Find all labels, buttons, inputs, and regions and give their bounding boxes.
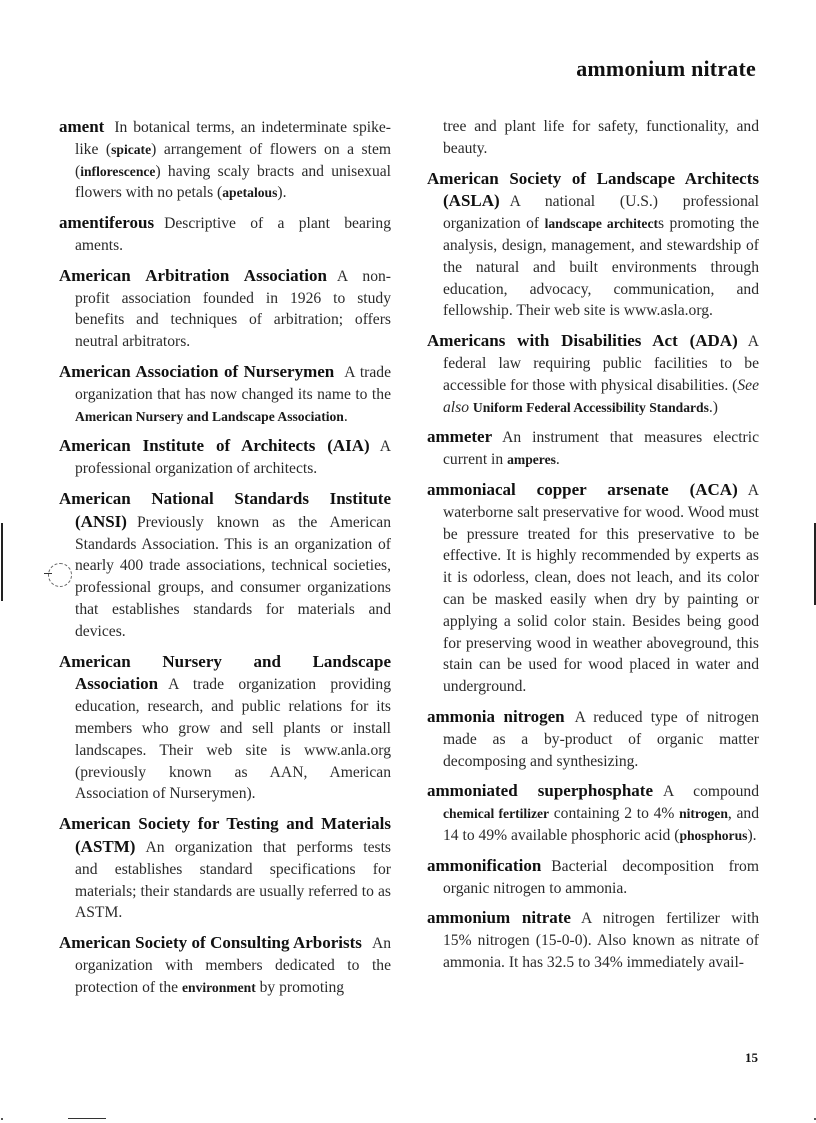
definition-text: containing 2 to 4%	[549, 805, 680, 823]
entry-ammoniacal-copper-arsenate	[427, 479, 759, 698]
definition-text: A trade organization providing education, research, and public relations for its members who grow and sell plants or install landscapes. Their web site is www.anla.org (previously known as AAN, American Association of Nurserymen).	[75, 676, 391, 803]
entry-ammonium-nitrate	[427, 907, 759, 973]
running-head: ammonium nitrate	[576, 56, 756, 81]
entry-american-nursery-and-landscape-association	[59, 651, 391, 806]
entry-american-society-for-testing-and-materials	[59, 813, 391, 924]
cross-reference: amperes	[507, 452, 556, 468]
definition-text: An organization with members dedicated to the protection of the	[75, 935, 391, 996]
entry-ammonia-nitrogen	[427, 706, 759, 772]
cross-reference: chemical fertilizer	[443, 806, 550, 822]
definition-text: by promoting	[255, 978, 345, 996]
see-also-label: See also	[443, 376, 759, 416]
definition-text: Previously known as the American Standards Association. This is an organization of nearly 400 trade associations, technical societies, professional groups, and consumer organizations that establishes standards for materials and devices.	[75, 513, 391, 640]
definition-text: A federal law requiring public facilities to be accessible for those with physical disabilities. (	[443, 333, 759, 394]
cross-reference: American Nursery and Landscape Association	[75, 408, 344, 424]
entry-american-association-of-nurserymen	[59, 361, 391, 427]
entry-ammoniated-superphosphate	[427, 780, 759, 846]
entry-term: American Institute of Architects (AIA)	[59, 436, 370, 456]
definition-text: A professional organization of architects.	[75, 438, 391, 478]
definition-text: Descriptive of a plant bearing aments.	[75, 215, 391, 254]
entry-term: ammeter	[427, 427, 493, 447]
definition-text: A compound	[663, 783, 759, 801]
definition-text: A trade organization that has now changed its name to the	[75, 363, 391, 403]
definition-text: An instrument that measures electric current in	[443, 429, 759, 469]
definition-text: An organization that performs tests and establishes standard specifications for materials; their standards are usually referred to as ASTM.	[75, 838, 391, 922]
entry-term: ament	[59, 117, 105, 136]
definition-text: s promoting the analysis, design, management, and stewardship of the natural and built environments through education, advocacy, communication, and fellowship. Their web site is www.asla.org.	[443, 215, 759, 320]
entry-term: ammonia nitrogen	[427, 706, 565, 726]
entry-term: ammoniated superphosphate	[427, 781, 654, 801]
footer-rule	[68, 1118, 106, 1119]
entry-ammeter	[427, 426, 759, 471]
entry-term: American Society of Landscape Architects (ASLA)	[427, 168, 759, 211]
entry-term: Americans with Disabilities Act (ADA)	[427, 331, 738, 351]
definition-text: ).	[747, 826, 757, 844]
entry-americans-with-disabilities-act	[427, 330, 759, 418]
definition-text: A waterborne salt preservative for wood. Wood must be pressure treated for this preservative to be effective. It is highly recommended by experts as it is odorless, clean, does not leach, and its color can be masked easily when dry by painting or applying a solid color stain. Besides being good for preserving wood in weather aboveground, this stain can be used for wood placed in water and underground.	[443, 481, 759, 696]
continued-definition: tree and plant life for safety, functionality, and beauty.	[443, 118, 759, 157]
cross-reference: inflorescence	[80, 163, 156, 179]
cross-reference: landscape architect	[544, 216, 658, 232]
entry-amentiferous	[59, 212, 391, 257]
entry-american-society-of-consulting-arborists	[59, 932, 391, 998]
page-number: 15	[745, 1050, 758, 1065]
right-column	[427, 116, 759, 982]
cross-reference: phosphorus	[679, 827, 748, 843]
definition-text: Bacterial decomposition from organic nitrogen to ammonia.	[443, 857, 759, 897]
definition-text: ).	[277, 184, 287, 202]
definition-text: A national (U.S.) professional organization of	[443, 193, 759, 233]
corner-mark-left	[1, 1118, 3, 1120]
left-column	[59, 116, 391, 1006]
entry-term: American National Standards Institute (ANSI)	[59, 488, 391, 531]
entry-term: American Nursery and Landscape Association	[59, 651, 391, 694]
cross-reference: nitrogen	[679, 806, 728, 822]
entry-term: American Arbitration Association	[59, 265, 327, 285]
definition-text: .	[343, 407, 348, 425]
entry-american-national-standards-institute	[59, 488, 391, 643]
definition-text: A nitrogen fertilizer with 15% nitrogen (15-0-0). Also known as nitrate of ammonia. It has 32.5 to 34% immediately avail-	[443, 910, 759, 971]
entry-ammonification	[427, 855, 759, 900]
definition-text: ) arrangement of flowers on a stem (	[75, 140, 391, 180]
entry-term: American Association of Nurserymen	[59, 361, 335, 381]
entry-term: ammonification	[427, 855, 542, 875]
entry-american-society-of-landscape-architects	[427, 168, 759, 323]
definition-text: .	[555, 451, 560, 469]
entry-term: American Society for Testing and Materials (ASTM)	[59, 814, 391, 856]
entry-american-arbitration-association	[59, 265, 391, 353]
cross-reference: spicate	[111, 141, 152, 157]
definition-text: In botanical terms, an indeterminate spike-like (	[75, 119, 391, 158]
entry-term: ammonium nitrate	[427, 908, 571, 928]
definition-text: , and 14 to 49% available phosphoric acid (	[443, 805, 760, 844]
cross-reference: apetalous	[222, 185, 278, 201]
entry-term: ammoniacal copper arsenate (ACA)	[427, 479, 738, 499]
definition-text: ) having scaly bracts and unisexual flowers with no petals (	[75, 162, 391, 202]
definition-text: A non-profit association founded in 1926 to study benefits and techniques of arbitration; offers neutral arbitrators.	[75, 267, 391, 351]
left-edge-bar	[1, 523, 3, 601]
cross-reference: Uniform Federal Accessibility Standards	[472, 399, 709, 415]
entry-american-institute-of-architects	[59, 435, 391, 480]
definition-text: .)	[708, 398, 718, 416]
cross-reference: environment	[181, 979, 256, 995]
definition-text: A reduced type of nitrogen made as a by-product of organic matter decomposing and synthesizing.	[443, 708, 759, 770]
entry-ament	[59, 116, 391, 204]
entry-term: amentiferous	[59, 213, 155, 233]
entry-term: American Society of Consulting Arborists	[59, 933, 362, 953]
